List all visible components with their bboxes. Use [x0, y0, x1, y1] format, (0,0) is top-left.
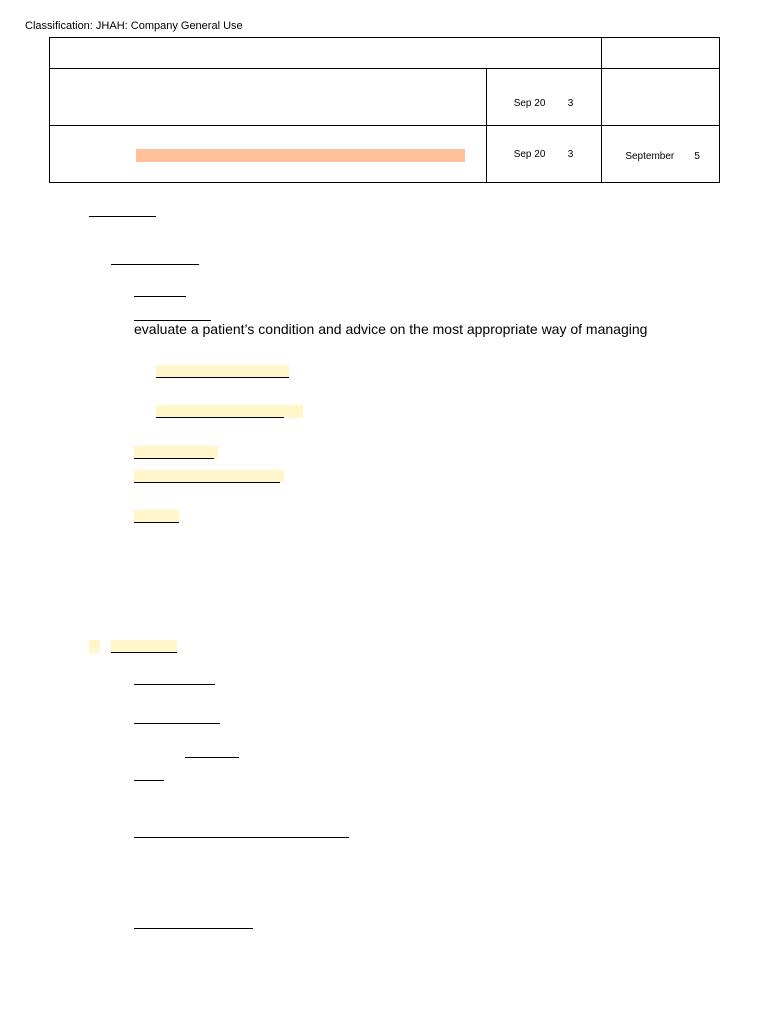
header-table [49, 37, 720, 183]
header-table-row [50, 69, 720, 126]
row2-date: Sep 20 [513, 98, 546, 109]
table-cell [50, 69, 487, 126]
highlight-block [89, 640, 100, 653]
table-cell [486, 126, 602, 183]
table-cell [602, 126, 720, 183]
blank-underline [134, 482, 280, 483]
blank-underline [111, 652, 177, 653]
row3-date: Sep 20 [513, 149, 546, 160]
blank-underline [134, 837, 349, 838]
classification-label: Classification: JHAH: Company General Use [25, 20, 243, 32]
blank-underline [111, 264, 199, 265]
blank-underline [89, 216, 156, 217]
blank-underline [134, 780, 164, 781]
table-cell [602, 69, 720, 126]
row3-number: 3 [567, 149, 574, 160]
orange-highlight-bar [136, 149, 465, 162]
blank-underline [134, 928, 253, 929]
table-cell [50, 126, 487, 183]
row3-number2: 5 [694, 151, 700, 162]
header-table-row [50, 38, 720, 69]
blank-underline [134, 522, 179, 523]
blank-underline [134, 458, 214, 459]
row3-date2: September [625, 151, 675, 162]
table-cell [602, 38, 720, 69]
table-cell [486, 69, 602, 126]
body-paragraph: evaluate a patient’s condition and advice on the most appropriate way of managing [134, 321, 648, 337]
table-cell [50, 38, 602, 69]
blank-underline [134, 684, 215, 685]
blank-underline [156, 417, 284, 418]
blank-underline [134, 723, 220, 724]
header-table-row [50, 126, 720, 183]
blank-underline [185, 757, 239, 758]
blank-underline [134, 296, 186, 297]
row2-number: 3 [567, 98, 574, 109]
blank-underline [156, 377, 289, 378]
